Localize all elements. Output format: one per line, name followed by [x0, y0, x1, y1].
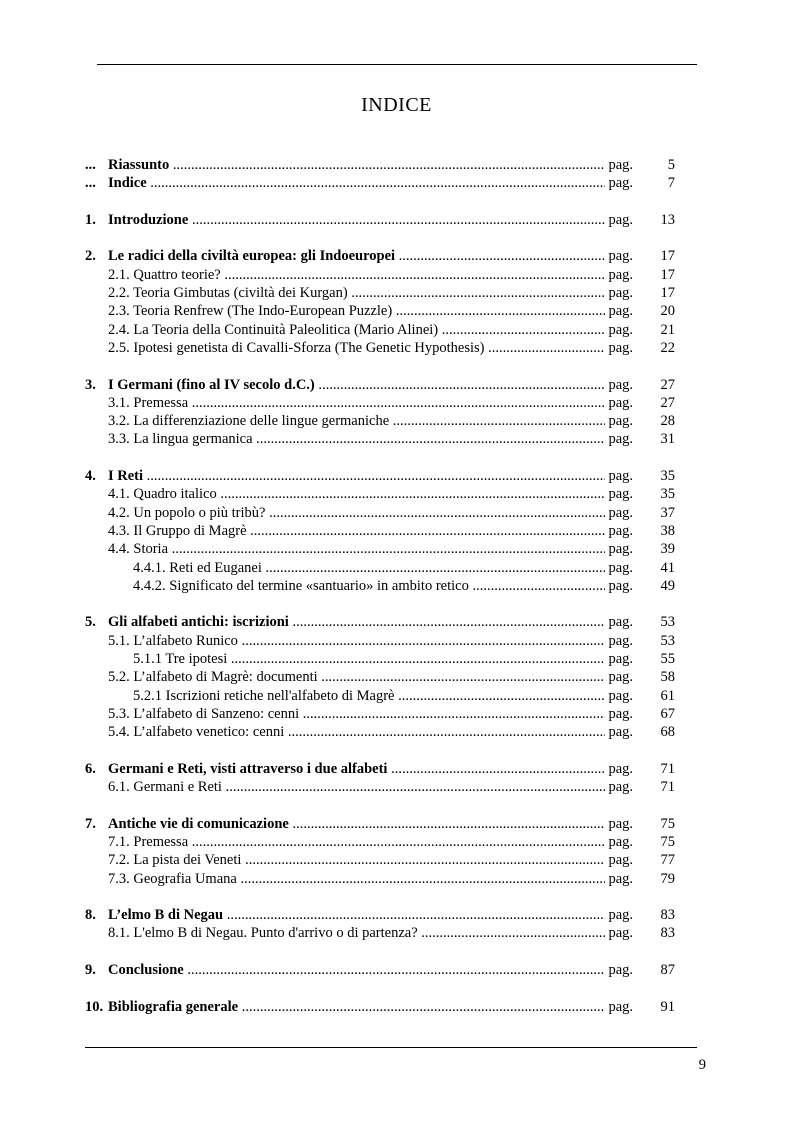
- toc-entry-page: 7: [667, 175, 675, 192]
- toc-entry-title: Riassunto: [108, 157, 170, 173]
- toc-entry-page: 58: [660, 669, 675, 686]
- toc-entry-pag-label: pag.: [605, 266, 633, 284]
- toc-entry-title: 6.1. Germani e Reti: [108, 779, 222, 796]
- bottom-rule: [85, 1047, 697, 1048]
- toc-entry-page: 68: [660, 724, 675, 741]
- toc-entry-label: [108, 540, 625, 558]
- toc-entry-title: Introduzione: [108, 211, 189, 228]
- toc-entry-pag-label: pag.: [605, 833, 633, 851]
- toc-entry-page: 49: [660, 577, 675, 594]
- toc-entry-pag-label: pag.: [605, 650, 633, 668]
- toc-entry[interactable]: [85, 540, 675, 558]
- toc-entry-pag-label: pag.: [605, 723, 633, 741]
- toc-entry-pag-label: pag.: [605, 247, 633, 265]
- toc-entry-number: 5.: [85, 614, 96, 631]
- toc-entry-number: 2.: [85, 248, 96, 265]
- toc-entry-pag-label: pag.: [605, 376, 633, 394]
- toc-entry-title: 7.1. Premessa: [108, 833, 189, 850]
- toc-entry[interactable]: [85, 998, 675, 1016]
- toc-entry-pag-label: pag.: [605, 339, 633, 357]
- toc-entry[interactable]: [85, 577, 675, 595]
- toc-entry-page: 53: [660, 614, 675, 631]
- toc-entry-pag-label: pag.: [605, 302, 633, 320]
- toc-entry-pag-label: pag.: [605, 430, 633, 448]
- toc-entry-title: 5.1.1 Tre ipotesi: [133, 651, 228, 668]
- toc-entry-label: [108, 924, 625, 942]
- toc-entry-title: 3.1. Premessa: [108, 394, 189, 411]
- toc-spacer: [85, 193, 675, 211]
- toc-entry-label: [108, 284, 625, 302]
- toc-entry-label: [108, 467, 625, 485]
- toc-entry-title: 8.1. L'elmo B di Negau. Punto d'arrivo o di partenza?: [108, 925, 418, 942]
- toc-entry[interactable]: [85, 851, 675, 869]
- toc-entry[interactable]: [85, 412, 675, 430]
- toc-entry-title: 3.3. La lingua germanica: [108, 431, 253, 448]
- toc-entry[interactable]: [85, 650, 675, 668]
- toc-entry-pag-label: pag.: [605, 174, 633, 192]
- toc-entry-title: 2.1. Quattro teorie?: [108, 266, 221, 283]
- toc-entry[interactable]: [85, 705, 675, 723]
- toc-entry-page: 75: [660, 815, 675, 832]
- toc-entry-title: 7.2. La pista dei Veneti: [108, 852, 242, 869]
- toc-entry-pag-label: pag.: [605, 632, 633, 650]
- toc-entry-page: 20: [660, 303, 675, 320]
- toc-entry[interactable]: [85, 302, 675, 320]
- toc-entry-pag-label: pag.: [605, 467, 633, 485]
- toc-entry-label: [133, 559, 625, 577]
- toc-entry-page: 35: [660, 486, 675, 503]
- toc-entry-title: I Reti: [108, 468, 144, 485]
- toc-entry[interactable]: [85, 613, 675, 631]
- toc-entry-page: 39: [660, 541, 675, 558]
- toc-entry[interactable]: [85, 266, 675, 284]
- toc-entry[interactable]: [85, 815, 675, 833]
- toc-entry-page: 79: [660, 870, 675, 887]
- toc-entry-number: 9.: [85, 962, 96, 979]
- toc-entry-label: [108, 412, 625, 430]
- toc-entry-number: 4.: [85, 468, 96, 485]
- toc-entry-label: [108, 156, 625, 174]
- table-of-contents: [85, 156, 675, 1016]
- toc-entry-page: 71: [660, 779, 675, 796]
- toc-entry-title: 4.1. Quadro italico: [108, 486, 217, 503]
- toc-entry-label: [108, 632, 625, 650]
- toc-entry[interactable]: [85, 211, 675, 229]
- toc-entry[interactable]: [85, 339, 675, 357]
- toc-entry-page: 87: [660, 962, 675, 979]
- toc-entry-pag-label: pag.: [605, 412, 633, 430]
- toc-entry-label: [108, 961, 625, 979]
- toc-entry-title: Germani e Reti, visti attraverso i due alfabeti: [108, 760, 388, 777]
- toc-entry-page: 21: [660, 321, 675, 338]
- toc-spacer: [85, 449, 675, 467]
- toc-entry[interactable]: [85, 504, 675, 522]
- toc-entry[interactable]: [85, 430, 675, 448]
- toc-entry-label: [133, 577, 625, 595]
- toc-entry-page: 91: [660, 998, 675, 1015]
- toc-spacer: [85, 595, 675, 613]
- toc-entry-page: 41: [660, 559, 675, 576]
- toc-entry[interactable]: [85, 961, 675, 979]
- toc-entry-label: [108, 394, 625, 412]
- toc-entry-label: [108, 211, 625, 229]
- toc-spacer: [85, 796, 675, 814]
- toc-entry[interactable]: [85, 833, 675, 851]
- toc-entry-label: [108, 705, 625, 723]
- toc-entry-label: [108, 815, 625, 833]
- toc-entry-label: [108, 833, 625, 851]
- toc-entry-title: Indice: [108, 175, 147, 192]
- toc-entry[interactable]: [85, 778, 675, 796]
- toc-spacer: [85, 979, 675, 997]
- toc-entry-pag-label: pag.: [605, 778, 633, 796]
- toc-entry-page: 83: [660, 925, 675, 942]
- toc-entry-pag-label: pag.: [605, 851, 633, 869]
- toc-entry-title: 5.2. L’alfabeto di Magrè: documenti: [108, 669, 318, 686]
- toc-entry-pag-label: pag.: [605, 870, 633, 888]
- toc-entry-number: 6.: [85, 760, 96, 777]
- toc-entry-page: 55: [660, 651, 675, 668]
- toc-entry[interactable]: [85, 174, 675, 192]
- toc-entry-title: 4.3. Il Gruppo di Magrè: [108, 522, 247, 539]
- toc-entry[interactable]: [85, 870, 675, 888]
- toc-entry-title: 5.3. L’alfabeto di Sanzeno: cenni: [108, 705, 300, 722]
- toc-entry-label: [108, 668, 625, 686]
- toc-spacer: [85, 943, 675, 961]
- toc-entry-page: 13: [660, 211, 675, 228]
- toc-entry[interactable]: [85, 485, 675, 503]
- toc-entry-title: 2.3. Teoria Renfrew (The Indo-European Puzzle): [108, 303, 393, 320]
- toc-entry-number: 3.: [85, 376, 96, 393]
- toc-entry-label: [108, 613, 625, 631]
- toc-entry-number: 8.: [85, 907, 96, 924]
- toc-entry-title: 4.4. Storia: [108, 541, 169, 558]
- toc-entry[interactable]: [85, 906, 675, 924]
- toc-entry-pag-label: pag.: [605, 705, 633, 723]
- toc-entry[interactable]: [85, 760, 675, 778]
- toc-entry-page: 17: [660, 266, 675, 283]
- toc-spacer: [85, 888, 675, 906]
- toc-entry-label: [108, 504, 625, 522]
- toc-entry-label: [108, 522, 625, 540]
- toc-entry[interactable]: [85, 376, 675, 394]
- toc-entry-title: I Germani (fino al IV secolo d.C.): [108, 376, 315, 393]
- toc-entry-page: 35: [660, 468, 675, 485]
- toc-entry-title: Le radici della civiltà europea: gli Indoeuropei: [108, 248, 396, 265]
- toc-entry-title: 2.2. Teoria Gimbutas (civiltà dei Kurgan): [108, 285, 348, 302]
- toc-entry-pag-label: pag.: [605, 577, 633, 595]
- toc-entry-title: Antiche vie di comunicazione: [108, 815, 289, 832]
- toc-entry-pag-label: pag.: [605, 504, 633, 522]
- toc-entry-page: 71: [660, 760, 675, 777]
- top-rule: [97, 64, 697, 65]
- toc-entry-number: 1.: [85, 211, 96, 228]
- toc-entry-label: [108, 998, 625, 1016]
- toc-spacer: [85, 229, 675, 247]
- toc-entry-page: 22: [660, 339, 675, 356]
- toc-entry[interactable]: [85, 723, 675, 741]
- toc-entry-page: 27: [660, 376, 675, 393]
- toc-entry[interactable]: [85, 559, 675, 577]
- toc-entry-label: [108, 906, 625, 924]
- toc-entry-title: 2.4. La Teoria della Continuità Paleolitica (Mario Alinei): [108, 321, 439, 338]
- toc-entry-page: 27: [660, 394, 675, 411]
- toc-entry[interactable]: [85, 924, 675, 942]
- toc-entry-title: 7.3. Geografia Umana: [108, 870, 237, 887]
- toc-entry-title: 4.4.1. Reti ed Euganei: [133, 559, 262, 576]
- toc-entry-number: 7.: [85, 815, 96, 832]
- toc-entry[interactable]: [85, 247, 675, 265]
- toc-entry[interactable]: [85, 522, 675, 540]
- toc-entry-label: [108, 339, 625, 357]
- toc-entry-label: [108, 266, 625, 284]
- page-title: INDICE: [361, 94, 432, 116]
- toc-entry-number: 10.: [85, 998, 104, 1015]
- toc-entry-pag-label: pag.: [605, 559, 633, 577]
- toc-entry-page: 83: [660, 907, 675, 924]
- toc-entry-title: 5.2.1 Iscrizioni retiche nell'alfabeto di Magrè: [133, 687, 395, 704]
- toc-entry[interactable]: [85, 394, 675, 412]
- toc-entry-page: 17: [660, 248, 675, 265]
- toc-entry-title: Bibliografia generale: [108, 998, 239, 1015]
- toc-entry-page: 61: [660, 687, 675, 704]
- toc-entry-label: [108, 760, 625, 778]
- toc-entry-title: 4.4.2. Significato del termine «santuario» in ambito retico: [133, 577, 469, 594]
- toc-entry-page: 77: [660, 852, 675, 869]
- toc-entry-label: [108, 376, 625, 394]
- toc-entry-page: 5: [667, 157, 675, 173]
- toc-spacer: [85, 742, 675, 760]
- toc-entry-title: Conclusione: [108, 962, 184, 979]
- toc-entry-label: [108, 723, 625, 741]
- toc-entry-pag-label: pag.: [605, 211, 633, 229]
- toc-entry-label: [108, 302, 625, 320]
- toc-entry[interactable]: [85, 321, 675, 339]
- toc-entry-pag-label: pag.: [605, 540, 633, 558]
- toc-entry-pag-label: pag.: [605, 613, 633, 631]
- toc-entry-pag-label: pag.: [605, 815, 633, 833]
- toc-entry-page: 17: [660, 285, 675, 302]
- toc-entry-number: ...: [85, 157, 96, 173]
- toc-entry[interactable]: [85, 467, 675, 485]
- toc-entry[interactable]: [85, 632, 675, 650]
- toc-entry-pag-label: pag.: [605, 284, 633, 302]
- toc-entry-label: [108, 321, 625, 339]
- toc-entry-pag-label: pag.: [605, 961, 633, 979]
- toc-entry-page: 53: [660, 632, 675, 649]
- toc-entry-label: [108, 485, 625, 503]
- toc-entry-label: [108, 870, 625, 888]
- toc-entry[interactable]: [85, 687, 675, 705]
- toc-entry-pag-label: pag.: [605, 998, 633, 1016]
- toc-entry-page: 67: [660, 705, 675, 722]
- toc-entry-page: 31: [660, 431, 675, 448]
- toc-entry-page: 38: [660, 522, 675, 539]
- toc-entry-page: 75: [660, 833, 675, 850]
- toc-entry-title: 5.4. L’alfabeto venetico: cenni: [108, 724, 285, 741]
- toc-entry-page: 28: [660, 413, 675, 430]
- toc-entry-label: [108, 778, 625, 796]
- toc-entry[interactable]: [85, 156, 675, 174]
- page-number: 9: [698, 1057, 706, 1073]
- toc-entry-title: 2.5. Ipotesi genetista di Cavalli-Sforza (The Genetic Hypothesis): [108, 339, 485, 356]
- toc-entry-label: [133, 687, 625, 705]
- toc-entry-pag-label: pag.: [605, 156, 633, 174]
- toc-entry-label: [108, 851, 625, 869]
- toc-entry-pag-label: pag.: [605, 522, 633, 540]
- toc-entry-pag-label: pag.: [605, 760, 633, 778]
- toc-entry-label: [108, 247, 625, 265]
- toc-entry-number: ...: [85, 175, 96, 192]
- toc-entry-pag-label: pag.: [605, 668, 633, 686]
- toc-entry-page: 37: [660, 504, 675, 521]
- toc-entry[interactable]: [85, 668, 675, 686]
- toc-entry-title: 3.2. La differenziazione delle lingue germaniche: [108, 413, 390, 430]
- toc-entry-pag-label: pag.: [605, 924, 633, 942]
- toc-entry-title: 4.2. Un popolo o più tribù?: [108, 504, 266, 521]
- toc-entry-pag-label: pag.: [605, 394, 633, 412]
- toc-entry-pag-label: pag.: [605, 321, 633, 339]
- toc-spacer: [85, 357, 675, 375]
- toc-entry-pag-label: pag.: [605, 687, 633, 705]
- toc-entry-title: Gli alfabeti antichi: iscrizioni: [108, 614, 289, 631]
- toc-entry-title: L’elmo B di Negau: [108, 907, 224, 924]
- toc-entry-label: [108, 430, 625, 448]
- toc-entry[interactable]: [85, 284, 675, 302]
- toc-entry-pag-label: pag.: [605, 906, 633, 924]
- toc-entry-pag-label: pag.: [605, 485, 633, 503]
- toc-entry-label: [133, 650, 625, 668]
- toc-entry-label: [108, 174, 625, 192]
- toc-entry-title: 5.1. L’alfabeto Runico: [108, 632, 238, 649]
